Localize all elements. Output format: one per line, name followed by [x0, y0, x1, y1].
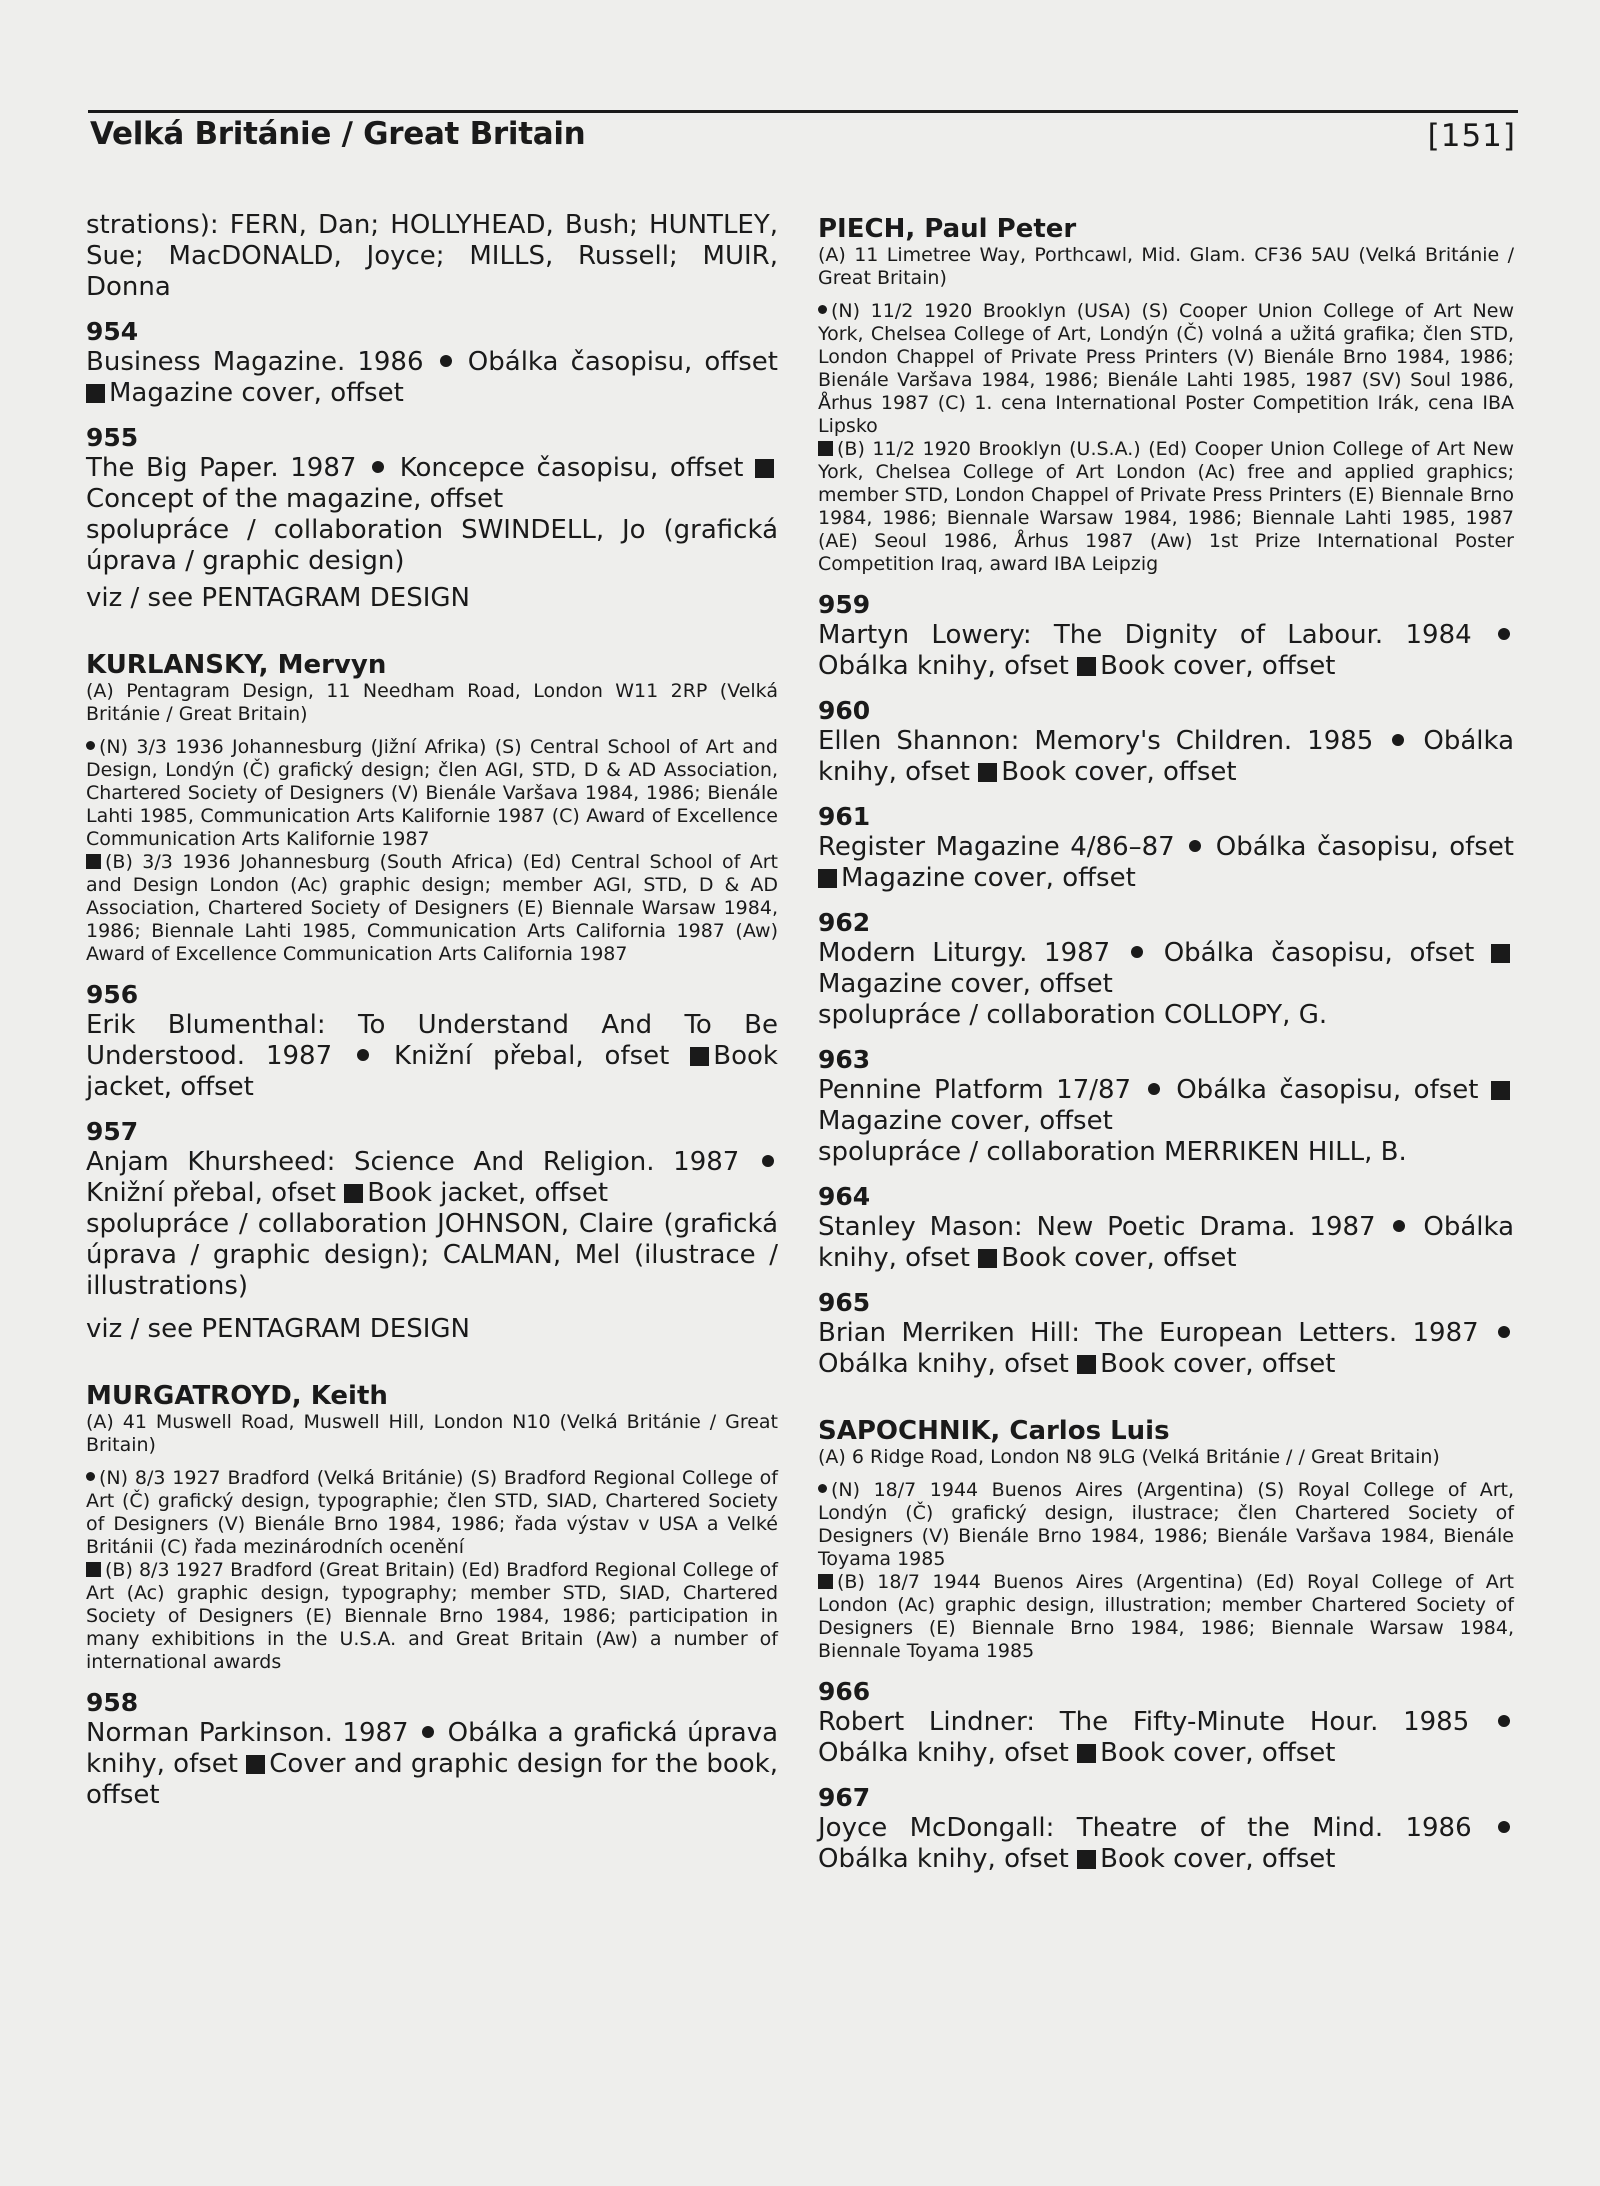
square-separator-icon	[344, 1184, 363, 1203]
square-separator-icon	[1077, 1850, 1096, 1869]
bullet-dot-icon	[1148, 1083, 1160, 1095]
artist-bio-en: (B) 8/3 1927 Bradford (Great Britain) (Ed) Bradford Regional College of Art (Ac) graphic design, typography; member STD, SIAD, Chartered Society of Designers (E) Biennale Brno 1984, 1986; participation in many exhibitions in the U.S.A. and Great Britain (Aw) a number of international awards	[86, 1559, 778, 1673]
entry-966	[818, 1677, 1514, 1769]
bullet-dot-icon	[357, 1049, 369, 1061]
artist-name: PIECH, Paul Peter	[818, 214, 1077, 244]
square-separator-icon	[86, 854, 101, 869]
entry-number: 955	[86, 423, 139, 452]
bullet-dot-icon	[1189, 840, 1201, 852]
artist-kurlansky	[86, 650, 778, 966]
artist-bio-cs: (N) 18/7 1944 Buenos Aires (Argentina) (S) Royal College of Art, Londýn (Č) grafický design, ilustrace; člen Chartered Society of Designers (V) Bienále Brno 1984, 1986; Bienále Varšava 1984, Bienále Toyama 1985	[818, 1479, 1514, 1570]
entry-text: Pennine Platform 17/87 Obálka časopisu, ofset Magazine cover, offset	[818, 1075, 1514, 1137]
artist-name: SAPOCHNIK, Carlos Luis	[818, 1416, 1170, 1446]
entry-text: Joyce McDongall: Theatre of the Mind. 1986 Obálka knihy, ofset Book cover, offset	[818, 1813, 1514, 1875]
entry-960	[818, 696, 1514, 788]
entry-957	[86, 1117, 778, 1345]
bullet-dot-icon	[1498, 1326, 1510, 1338]
bullet-dot-icon	[818, 305, 827, 314]
entry-962	[818, 908, 1514, 1031]
square-separator-icon	[978, 1249, 997, 1268]
entry-958	[86, 1688, 778, 1811]
bullet-dot-icon	[422, 1726, 434, 1738]
square-separator-icon	[86, 1562, 101, 1577]
entry-number: 966	[818, 1677, 871, 1706]
bullet-dot-icon	[762, 1155, 774, 1167]
see-reference: viz / see PENTAGRAM DESIGN	[86, 1314, 470, 1344]
bullet-dot-icon	[1498, 1821, 1510, 1833]
entry-text: Anjam Khursheed: Science And Religion. 1987 Knižní přebal, ofset Book jacket, offset	[86, 1147, 778, 1209]
artist-bio-en: (B) 3/3 1936 Johannesburg (South Africa) (Ed) Central School of Art and Design London (Ac) graphic design; member AGI, STD, D & AD Association, Chartered Society of Designers (E) Biennale Warsaw 1984, 1986; Biennale Lahti 1985, Communication Arts California 1987 (Aw) Award of Excellence Communication Arts California 1987	[86, 851, 778, 965]
square-separator-icon	[818, 1574, 833, 1589]
header-rule	[88, 110, 1518, 113]
entry-967	[818, 1783, 1514, 1875]
entry-956	[86, 980, 778, 1103]
square-separator-icon	[978, 763, 997, 782]
artist-address: (A) 11 Limetree Way, Porthcawl, Mid. Glam. CF36 5AU (Velká Británie / Great Britain)	[818, 244, 1514, 289]
entry-number: 961	[818, 802, 871, 831]
left-column	[86, 210, 778, 1817]
entry-text: Brian Merriken Hill: The European Letters. 1987 Obálka knihy, ofset Book cover, offset	[818, 1318, 1514, 1380]
entry-954	[86, 317, 778, 409]
entry-text: Norman Parkinson. 1987 Obálka a grafická úprava knihy, ofset Cover and graphic design for the book, offset	[86, 1718, 779, 1810]
square-separator-icon	[1077, 657, 1096, 676]
entry-text: Modern Liturgy. 1987 Obálka časopisu, ofset Magazine cover, offset	[818, 938, 1514, 1000]
artist-bio-cs: (N) 8/3 1927 Bradford (Velká Británie) (S) Bradford Regional College of Art (Č) grafický design, typographie; člen STD, SIAD, Chartered Society of Designers (V) Bienále Brno 1984, 1986; řada výstav v USA a Velké Británii (C) řada mezinárodních ocenění	[86, 1467, 778, 1558]
artist-name: MURGATROYD, Keith	[86, 1381, 388, 1411]
artist-address: (A) Pentagram Design, 11 Needham Road, London W11 2RP (Velká Británie / Great Britain)	[86, 680, 778, 725]
entry-text: The Big Paper. 1987 Koncepce časopisu, offset Concept of the magazine, offset	[86, 453, 778, 515]
bullet-dot-icon	[1131, 946, 1143, 958]
entry-959	[818, 590, 1514, 682]
bullet-dot-icon	[1392, 734, 1404, 746]
square-separator-icon	[755, 459, 774, 478]
bullet-dot-icon	[86, 1472, 95, 1481]
page-number: [151]	[1427, 118, 1516, 154]
collaboration-text: spolupráce / collaboration MERRIKEN HILL, B.	[818, 1137, 1407, 1167]
entry-text: Erik Blumenthal: To Understand And To Be Understood. 1987 Knižní přebal, ofset Book jacket, offset	[86, 1010, 778, 1102]
entry-text: Robert Lindner: The Fifty-Minute Hour. 1985 Obálka knihy, ofset Book cover, offset	[818, 1707, 1514, 1769]
square-separator-icon	[1077, 1355, 1096, 1374]
collaboration-text: spolupráce / collaboration SWINDELL, Jo (grafická úprava / graphic design)	[86, 515, 778, 576]
square-separator-icon	[86, 384, 105, 403]
entry-text: Stanley Mason: New Poetic Drama. 1987 Obálka knihy, ofset Book cover, offset	[818, 1212, 1515, 1273]
square-separator-icon	[246, 1755, 265, 1774]
artist-bio-en: (B) 11/2 1920 Brooklyn (U.S.A.) (Ed) Cooper Union College of Art New York, Chelsea College of Art London (Ac) free and applied graphics; member STD, London Chappel of Private Press Printers (E) Biennale Brno 1984, 1986; Biennale Warsaw 1984, 1986; Biennale Lahti 1985, 1987 (AE) Seoul 1986, Århus 1987 (Aw) 1st Prize International Poster Competition Iraq, award IBA Leipzig	[818, 438, 1514, 575]
artist-address: (A) 6 Ridge Road, London N8 9LG (Velká Británie / / Great Britain)	[818, 1446, 1440, 1468]
bullet-dot-icon	[818, 1484, 827, 1493]
artist-murgatroyd	[86, 1381, 778, 1674]
entry-text: Martyn Lowery: The Dignity of Labour. 1984 Obálka knihy, ofset Book cover, offset	[818, 620, 1514, 682]
entry-number: 963	[818, 1045, 871, 1074]
entry-955	[86, 423, 778, 614]
artist-bio-cs: (N) 11/2 1920 Brooklyn (USA) (S) Cooper Union College of Art New York, Chelsea College of Art, Londýn (Č) volná a užitá grafika; člen STD, London Chappel of Private Press Printers (V) Bienále Brno 1984, 1986; Bienále Varšava 1984, 1986; Bienále Lahti 1985, 1987 (SV) Soul 1986, Århus 1987 (C) 1. cena International Poster Competition Irák, cena IBA Lipsko	[818, 300, 1514, 437]
entry-number: 956	[86, 980, 139, 1009]
continuation-text: strations): FERN, Dan; HOLLYHEAD, Bush; HUNTLEY, Sue; MacDONALD, Joyce; MILLS, Russell; MUIR, Donna	[86, 210, 778, 302]
artist-name: KURLANSKY, Mervyn	[86, 650, 387, 680]
artist-bio-en: (B) 18/7 1944 Buenos Aires (Argentina) (Ed) Royal College of Art London (Ac) graphic design, illustration; member Chartered Society of Designers (E) Biennale Brno 1984, 1986; Biennale Warsaw 1984, Biennale Toyama 1985	[818, 1571, 1514, 1662]
square-separator-icon	[1491, 944, 1510, 963]
bullet-dot-icon	[1393, 1220, 1405, 1232]
entry-number: 959	[818, 590, 871, 619]
collaboration-text: spolupráce / collaboration COLLOPY, G.	[818, 1000, 1328, 1030]
entry-text: Register Magazine 4/86–87 Obálka časopisu, ofset Magazine cover, offset	[818, 832, 1515, 893]
entry-number: 954	[86, 317, 139, 346]
artist-sapochnik	[818, 1416, 1514, 1663]
entry-963	[818, 1045, 1514, 1168]
entry-number: 964	[818, 1182, 871, 1211]
see-reference: viz / see PENTAGRAM DESIGN	[86, 583, 470, 613]
entry-number: 960	[818, 696, 871, 725]
artist-piech	[818, 214, 1514, 576]
entry-text: Business Magazine. 1986 Obálka časopisu, offset Magazine cover, offset	[86, 347, 778, 408]
bullet-dot-icon	[440, 355, 452, 367]
square-separator-icon	[690, 1047, 709, 1066]
entry-text: Ellen Shannon: Memory's Children. 1985 Obálka knihy, ofset Book cover, offset	[818, 726, 1515, 787]
square-separator-icon	[1491, 1081, 1510, 1100]
entry-number: 957	[86, 1117, 139, 1146]
entry-number: 967	[818, 1783, 871, 1812]
square-separator-icon	[818, 869, 837, 888]
square-separator-icon	[1077, 1744, 1096, 1763]
bullet-dot-icon	[1498, 1715, 1510, 1727]
entry-961	[818, 802, 1514, 894]
bullet-dot-icon	[1498, 628, 1510, 640]
artist-address: (A) 41 Muswell Road, Muswell Hill, London N10 (Velká Británie / Great Britain)	[86, 1411, 778, 1456]
bullet-dot-icon	[372, 461, 384, 473]
entry-number: 965	[818, 1288, 871, 1317]
collaboration-text: spolupráce / collaboration JOHNSON, Claire (grafická úprava / graphic design); CALMAN, Mel (ilustrace / illustrations)	[86, 1209, 778, 1301]
right-column	[818, 210, 1514, 1881]
bullet-dot-icon	[86, 741, 95, 750]
page-title: Velká Británie / Great Britain	[90, 116, 586, 152]
entry-number: 962	[818, 908, 871, 937]
square-separator-icon	[818, 441, 833, 456]
artist-bio-cs: (N) 3/3 1936 Johannesburg (Jižní Afrika) (S) Central School of Art and Design, Londýn (Č) grafický design; člen AGI, STD, D & AD Association, Chartered Society of Designers (V) Bienále Varšava 1984, 1986; Bienále Lahti 1985, Communication Arts Kalifornie 1987 (C) Award of Excellence Communication Arts Kalifornie 1987	[86, 736, 778, 850]
entry-964	[818, 1182, 1514, 1274]
entry-965	[818, 1288, 1514, 1380]
entry-number: 958	[86, 1688, 139, 1717]
